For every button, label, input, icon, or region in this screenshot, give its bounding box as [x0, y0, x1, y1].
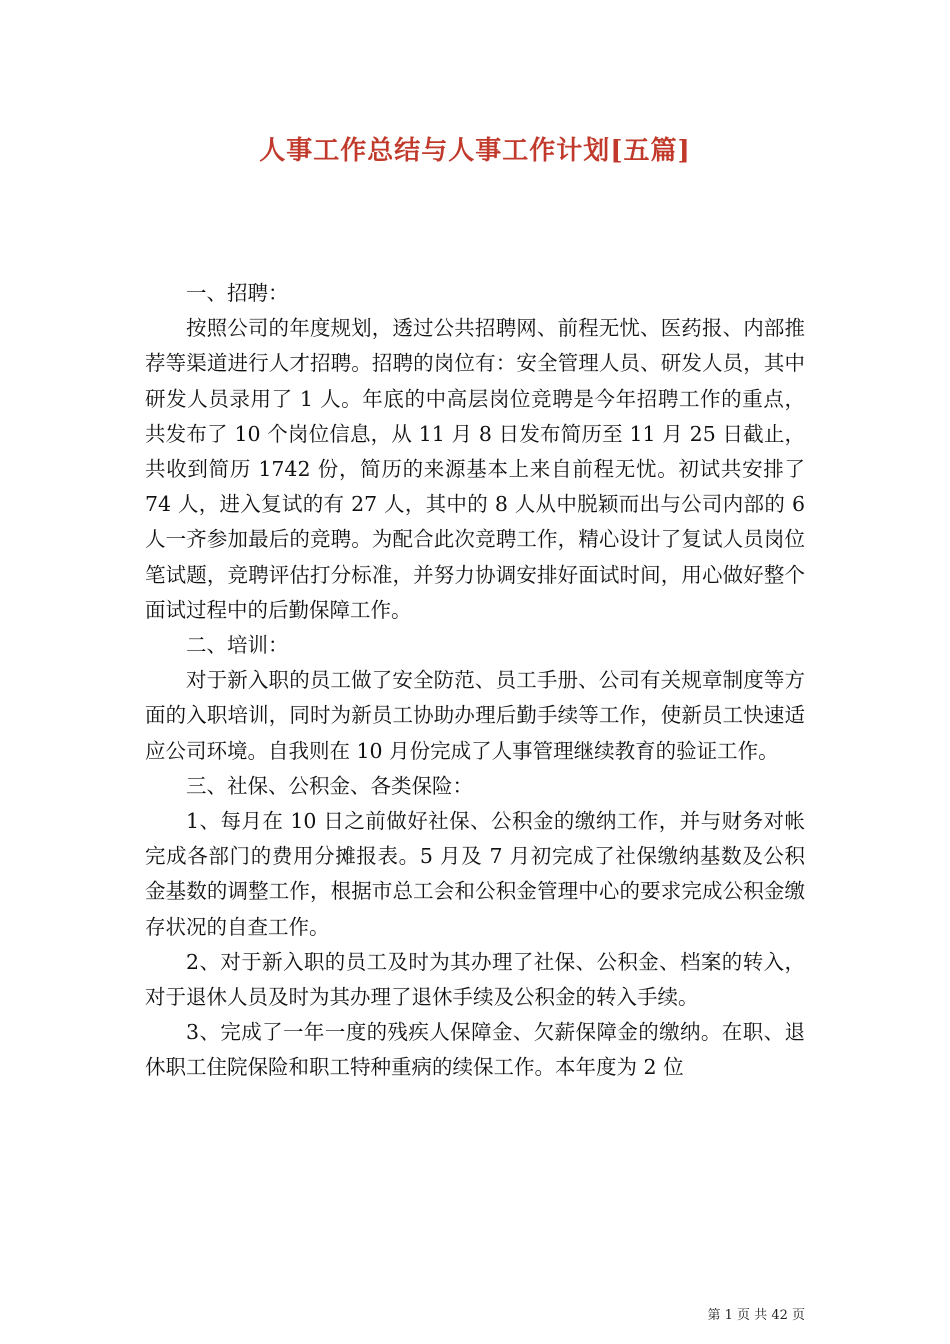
document-body: [145, 276, 805, 1086]
document-title: 人事工作总结与人事工作计划[五篇]: [259, 136, 691, 166]
paragraph-insurance-1: 1、每月在 10 日之前做好社保、公积金的缴纳工作，并与财务对帐完成各部门的费用分摊报表。5 月及 7 月初完成了社保缴纳基数及公积金基数的调整工作，根据市总工会和公积金管理中心的要求完成公积金缴存状况的自查工作。: [145, 809, 805, 939]
section-heading-insurance: 三、社保、公积金、各类保险：: [186, 773, 473, 798]
paragraph-insurance-3: 3、完成了一年一度的残疾人保障金、欠薪保障金的缴纳。在职、退休职工住院保险和职工特种重病的续保工作。本年度为 2 位: [145, 1020, 805, 1080]
paragraph-insurance-2: 2、对于新入职的员工及时为其办理了社保、公积金、档案的转入，对于退休人员及时为其办理了退休手续及公积金的转入手续。: [145, 949, 805, 1010]
paragraph-training: 对于新入职的员工做了安全防范、员工手册、公司有关规章制度等方面的入职培训，同时为新员工协助办理后勤手续等工作，使新员工快速适应公司环境。自我则在 10 月份完成了人事管理继续教育的验证工作。: [145, 668, 805, 763]
paragraph-recruitment: 按照公司的年度规划，透过公共招聘网、前程无忧、医药报、内部推荐等渠道进行人才招聘。招聘的岗位有：安全管理人员、研发人员，其中研发人员录用了 1 人。年底的中高层岗位竞聘是今年招聘工作的重点，共发布了 10 个岗位信息，从 11 月 8 日发布简历至 11 月 25 日截止，共收到简历 1742 份，简历的来源基本上来自前程无忧。初试共安排了 74 人，进入复试的有 27 人，其中的 8 人从中脱颖而出与公司内部的 6 人一齐参加最后的竞聘。为配合此次竞聘工作，精心设计了复试人员岗位笔试题，竞聘评估打分标准，并努力协调安排好面试时间，用心做好整个面试过程中的后勤保障工作。: [145, 316, 805, 622]
page-number-footer: 第 1 页 共 42 页: [707, 1308, 805, 1323]
section-heading-recruitment: 一、招聘：: [186, 281, 289, 305]
section-heading-training: 二、培训：: [186, 633, 289, 658]
